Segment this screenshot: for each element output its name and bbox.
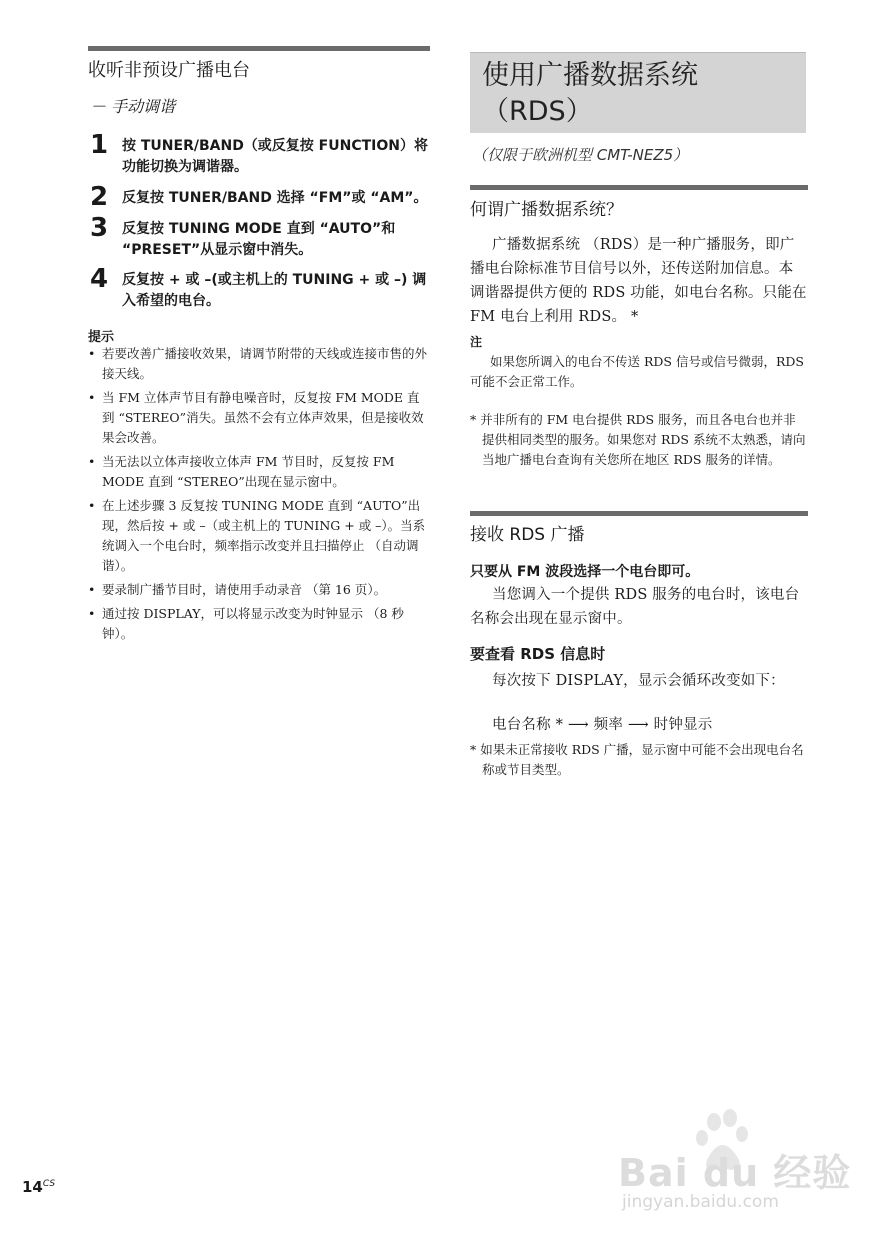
view-rds-info-title: 要查看 RDS 信息时 [470,645,606,663]
section-rule [88,46,430,51]
display-cycle-flow: 电台名称 * ⟶ 频率 ⟶ 时钟显示 [492,717,713,733]
tip-item: • 在上述步骤 3 反复按 TUNING MODE 直到 “AUTO”出现，然后按 + 或 –（或主机上的 TUNING + 或 –）。当系统调入一个电台时，频率指示改变并且扫描停止 （自动调谐）。 [88,496,430,576]
step-text: 按 TUNER/BAND（或反复按 FUNCTION）将功能切换为调谐器。 [122,138,428,175]
page-number-suffix: CS [42,1179,56,1189]
step-number: 3 [90,213,109,243]
receive-instruction: 只要从 FM 波段选择一个电台即可。 [470,564,700,580]
rds-heading-banner [470,52,806,133]
section-rule [470,511,808,516]
section-subtitle: － 手动调谐 [90,97,176,116]
receive-body: 当您调入一个提供 RDS 服务的电台时，该电台名称会出现在显示窗中。 [470,587,800,627]
tips-label: 提示 [88,330,115,345]
footnote-rds-reception: * 如果未正常接收 RDS 广播，显示窗中可能不会出现电台名称或节目类型。 [470,742,804,777]
page-number [22,1178,55,1196]
what-is-rds-body: 广播数据系统 （RDS）是一种广播服务，即广播电台除标准节目信号以外，还传送附加信息。本调谐器提供方便的 RDS 功能，如电台名称。只能在 FM 电台上利用 RDS。 * [470,237,807,325]
section-title-what-is-rds: 何谓广播数据系统？ [470,200,623,220]
step-number: 1 [90,130,109,160]
note-body: 如果您所调入的电台不传送 RDS 信号或信号微弱，RDS 可能不会正常工作。 [470,354,804,389]
note-label: 注 [470,335,483,349]
page-number-value: 14 [22,1178,43,1196]
tip-item: • 要录制广播节目时，请使用手动录音 （第 16 页）。 [88,580,430,600]
step-text: 反复按 TUNER/BAND 选择 “FM”或 “AM”。 [122,190,428,206]
tip-item: • 若要改善广播接收效果，请调节附带的天线或连接市售的外接天线。 [88,344,430,384]
tip-item: • 当 FM 立体声节目有静电噪音时，反复按 FM MODE 直到 “STEREO”消失。虽然不会有立体声效果，但是接收效果会改善。 [88,388,430,448]
step-text: 反复按 + 或 –(或主机上的 TUNING + 或 –) 调入希望的电台。 [122,272,427,309]
model-note: （仅限于欧洲机型 CMT-NEZ5） [472,146,689,164]
step-number: 4 [90,264,109,294]
baidu-watermark [618,1108,852,1220]
step-3 [88,213,430,261]
tip-item: • 通过按 DISPLAY，可以将显示改变为时钟显示 （8 秒钟）。 [88,604,430,644]
footnote-rds-services: * 并非所有的 FM 电台提供 RDS 服务，而且各电台也并非提供相同类型的服务。如果您对 RDS 系统不太熟悉，请向当地广播电台查询有关您所在地区 RDS 服务的详情。 [470,412,806,467]
tips-list [88,344,430,648]
tip-item: • 当无法以立体声接收立体声 FM 节目时，反复按 FM MODE 直到 “STEREO”出现在显示窗中。 [88,452,430,492]
banner-title-abbr: （RDS） [482,96,593,127]
watermark-brand: Bai du 经验 [618,1151,852,1195]
section-title-manual-tuning: 收听非预设广播电台 [88,60,250,81]
watermark-url: jingyan.baidu.com [622,1192,779,1212]
section-title-receive-rds: 接收 RDS 广播 [470,525,585,545]
section-rule [470,185,808,190]
step-4 [88,264,430,312]
view-rds-info-body: 每次按下 DISPLAY，显示会循环改变如下： [492,673,785,689]
step-2 [88,182,430,212]
banner-title: 使用广播数据系统 [482,60,698,91]
step-number: 2 [90,182,109,212]
step-1 [88,130,430,178]
step-text: 反复按 TUNING MODE 直到 “AUTO”和 “PRESET”从显示窗中消失。 [122,221,396,258]
